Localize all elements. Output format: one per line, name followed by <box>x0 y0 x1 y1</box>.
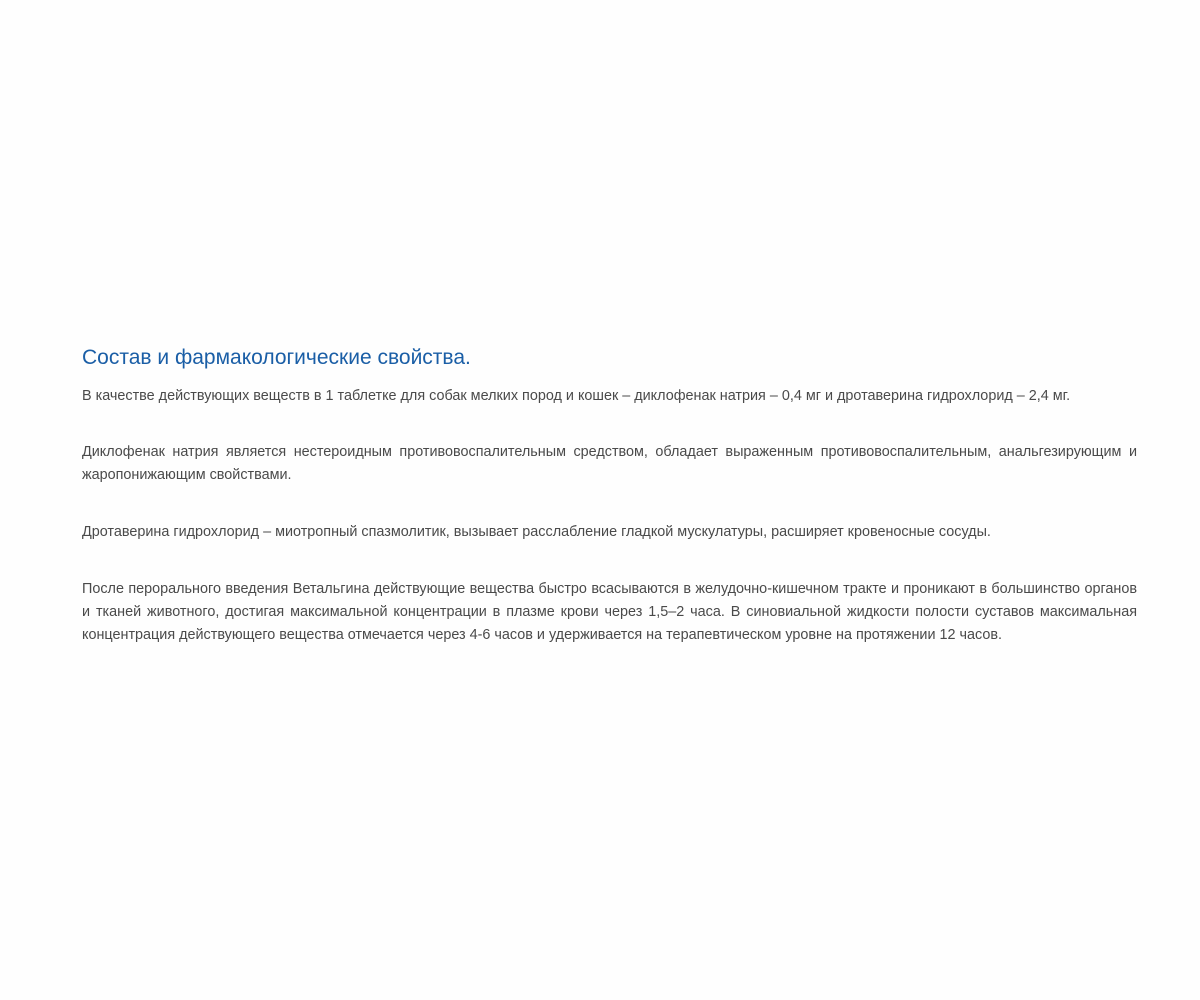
paragraph-diclofenac: Диклофенак натрия является нестероидным противовоспалительным средством, обладает выраженным противовоспалительным, анальгезирующим и жаропонижающим свойствами. <box>82 444 1137 483</box>
paragraph-pharmacokinetics: После перорального введения Ветальгина действующие вещества быстро всасываются в желудочно-кишечном тракте и проникают в большинство органов и тканей животного, достигая максимальной концентрации в плазме крови через 1,5–2 часа. В синовиальной жидкости полости суставов максимальная концентрация действующего вещества отмечается через 4-6 часов и удерживается на терапевтическом уровне на протяжении 12 часов. <box>82 581 1137 643</box>
paragraph-active-substances: В качестве действующих веществ в 1 таблетке для собак мелких пород и кошек – диклофенак натрия – 0,4 мг и дротаверина гидрохлорид – 2,4 мг. <box>82 388 1071 404</box>
paragraph-drotaverine: Дротаверина гидрохлорид – миотропный спазмолитик, вызывает расслабление гладкой мускулатуры, расширяет кровеносные сосуды. <box>82 524 991 540</box>
section-title: Состав и фармакологические свойства. <box>82 346 471 369</box>
composition-section <box>82 343 1137 647</box>
